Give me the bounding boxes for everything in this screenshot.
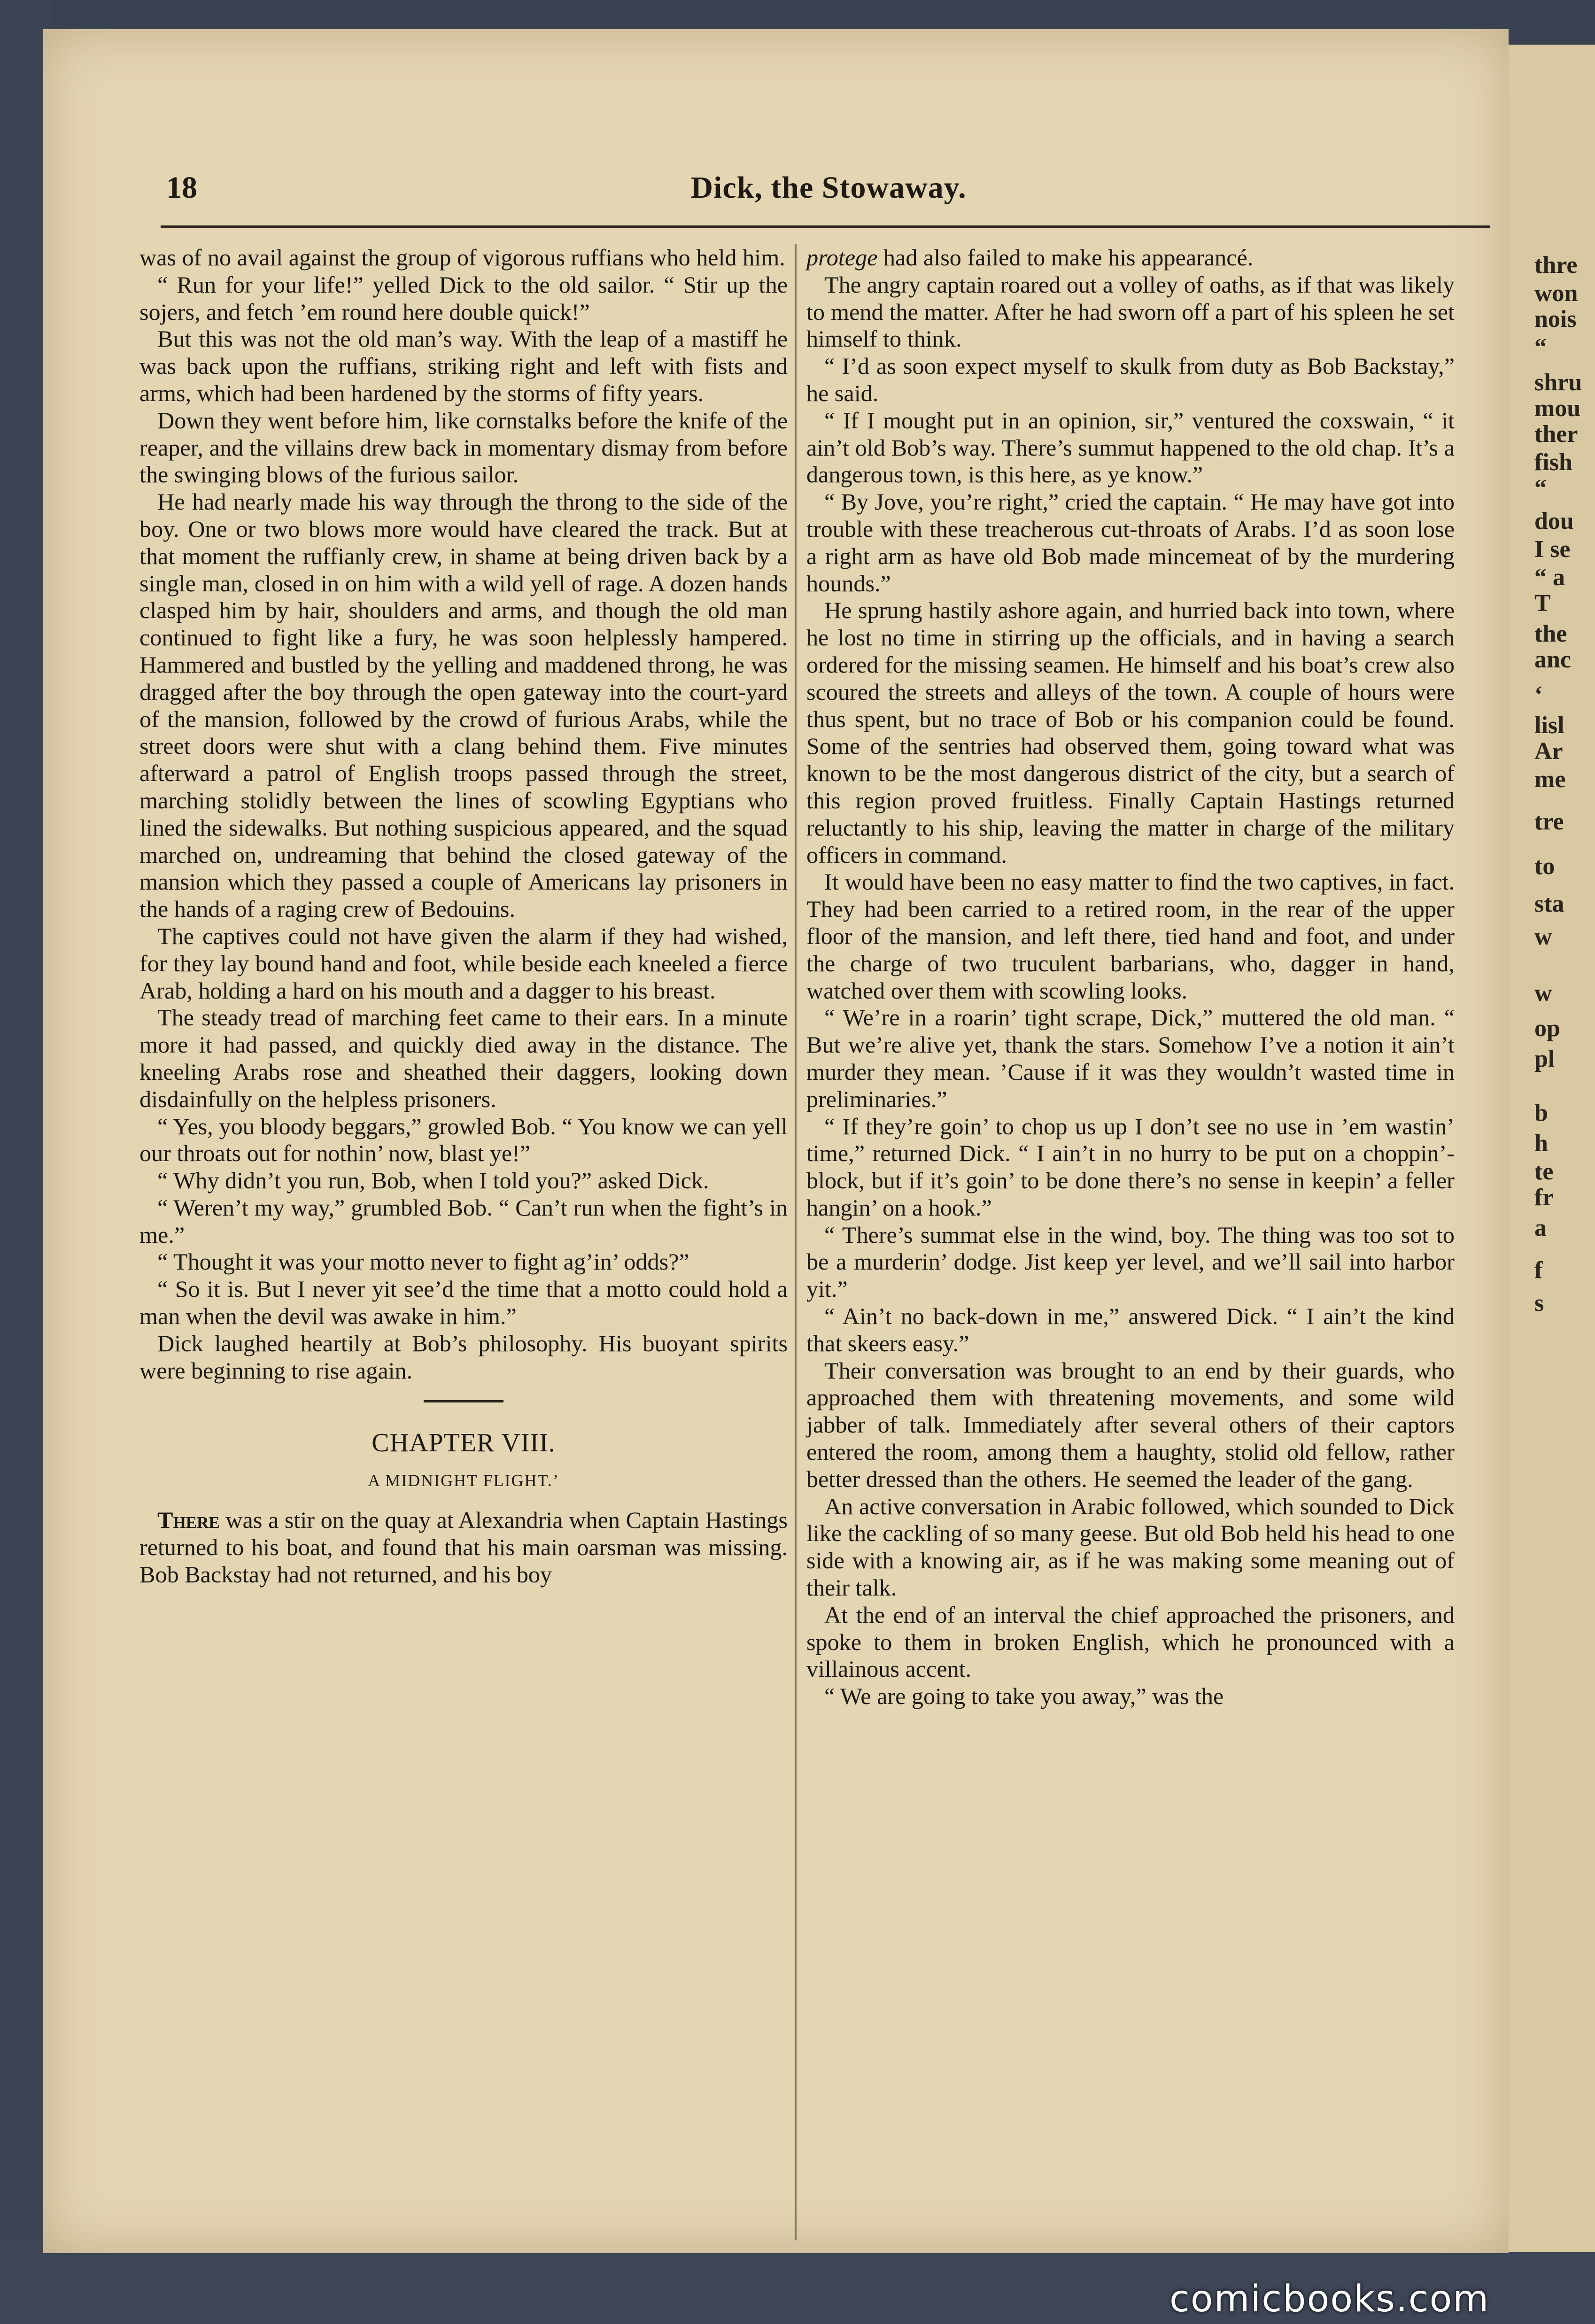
paragraph: But this was not the old man’s way. With the leap of a mastiff he was back upon the ruffians, striking right and left with fists and arms, which had been hardened by the storms of fifty years. xyxy=(139,325,788,406)
paragraph: “ By Jove, you’re right,” cried the captain. “ He may have got into trouble with these treacherous cut-throats of Arabs. I’d as soon lose a right arm as have old Bob made mincemeat of by the murdering hounds.” xyxy=(806,488,1455,596)
adjacent-page-text-fragment: f xyxy=(1534,1257,1543,1284)
adjacent-page-text-fragment: b xyxy=(1534,1100,1548,1126)
adjacent-page-text-fragment: te xyxy=(1534,1158,1554,1185)
adjacent-page-text-fragment: won xyxy=(1534,280,1578,307)
paragraph: “ We’re in a roarin’ tight scrape, Dick,” muttered the old man. “ But we’re alive yet, thank the stars. Somehow I’ve a notion it ain’t murder they mean. ’Cause if it was they wouldn’t wasted time in preliminaries.” xyxy=(806,1004,1455,1112)
paragraph: “ Why didn’t you run, Bob, when I told you?” asked Dick. xyxy=(157,1167,709,1194)
adjacent-page-text-fragment: h xyxy=(1534,1130,1548,1157)
adjacent-page-text-fragment: ther xyxy=(1534,421,1578,448)
adjacent-page-text-fragment: I se xyxy=(1534,536,1571,563)
paragraph xyxy=(806,244,1455,271)
paragraph: “ If they’re goin’ to chop us up I don’t see no use in ’em wastin’ time,” returned Dick. “ I ain’t in no hurry to be put on a choppin’-block, but if it’s goin’ to be done there’s no sense in keepin’ a feller hangin’ on a hook.” xyxy=(806,1113,1455,1221)
book-page xyxy=(43,29,1509,2253)
adjacent-page-text-fragment: “ xyxy=(1534,475,1547,502)
adjacent-page-text-fragment: ‘ xyxy=(1534,682,1543,708)
paragraph: “ So it is. But I never yit see’d the time that a motto could hold a man when the devil was awake in him.” xyxy=(139,1276,788,1330)
paragraph: was of no avail against the group of vigorous ruffians who held him. xyxy=(139,244,785,271)
page-header xyxy=(166,170,1491,217)
chapter-subtitle: A MIDNIGHT FLIGHT.’ xyxy=(368,1471,559,1490)
paragraph: An active conversation in Arabic followed, which sounded to Dick like the cackling of so many geese. But old Bob held his head to one side with a knowing air, as if he was making some meaning out of their talk. xyxy=(806,1493,1455,1601)
page-number: 18 xyxy=(166,170,197,205)
adjacent-page-text-fragment: lisl xyxy=(1534,712,1564,739)
paragraph: At the end of an interval the chief approached the prisoners, and spoke to them in broken English, which he pronounced with a villainous accent. xyxy=(806,1601,1455,1682)
running-title: Dick, the Stowaway. xyxy=(690,170,967,205)
paragraph: The captives could not have given the alarm if they had wished, for they lay bound hand and foot, while beside each kneeled a fierce Arab, holding a hard on his mouth and a dagger to his breast. xyxy=(139,922,788,1004)
opening-text: was a stir on the quay at Alexandria when Captain Hastings returned to his boat, and found that his main oarsman was missing. Bob Backstay had not returned, and his boy xyxy=(139,1507,788,1588)
chapter-title: CHAPTER VIII. xyxy=(372,1428,556,1458)
adjacent-page-text-fragment: mou xyxy=(1534,395,1581,422)
adjacent-page-text-fragment: “ a xyxy=(1534,564,1565,591)
adjacent-page-text-fragment: a xyxy=(1534,1215,1547,1241)
paragraph: “ Weren’t my way,” grumbled Bob. “ Can’t run when the fight’s in me.” xyxy=(139,1194,788,1248)
paragraph: Down they went before him, like cornstalks before the knife of the reaper, and the villains drew back in momentary dismay from before the swinging blows of the furious sailor. xyxy=(139,407,788,488)
adjacent-page-text-fragment: fr xyxy=(1534,1184,1554,1211)
paragraph: He had nearly made his way through the throng to the side of the boy. One or two blows more would have cleared the track. But at that moment the ruffianly crew, in shame at being driven back by a single man, closed in on him with a wild yell of rage. A dozen hands clasped him by hair, shoulders and arms, and though the old man continued to fight like a fury, he was soon helplessly hampered. Hammered and bustled by the yelling and maddened throng, he was dragged after the boy through the open gateway into the court-yard of the mansion, followed by the crowd of furious Arabs, while the street doors were shut with a clang behind them. Five minutes afterward a patrol of English troops passed through the street, marching stolidly between the lines of scowling Egyptians who lined the sidewalks. But nothing suspicious appeared, and the squad marched on, undreaming that behind the closed gateway of the mansion which they passed a couple of Americans lay prisoners in the hands of a raging crew of Bedouins. xyxy=(139,488,788,922)
paragraph: “ There’s summat else in the wind, boy. The thing was too sot to be a murderin’ dodge. Jist keep yer level, and we’ll sail into harbor yit.” xyxy=(806,1221,1455,1302)
adjacent-page-text-fragment: shru xyxy=(1534,369,1582,396)
chapter-divider xyxy=(424,1400,503,1402)
watermark: comicbooks.com xyxy=(1169,2278,1490,2320)
paragraph: “ If I mought put in an opinion, sir,” ventured the coxswain, “ it ain’t old Bob’s way. There’s summut happened to the old chap. It’s a dangerous town, is this here, as ye know.” xyxy=(806,407,1455,488)
adjacent-page-text-fragment: s xyxy=(1534,1290,1544,1317)
opening-word: There xyxy=(157,1507,220,1534)
column-divider xyxy=(795,244,797,2240)
header-rule xyxy=(161,225,1490,228)
paragraph: The steady tread of marching feet came to their ears. In a minute more it had passed, and quickly died away in the distance. The kneeling Arabs rose and sheathed their daggers, looking down disdainfully on the helpless prisoners. xyxy=(139,1004,788,1112)
paragraph: “ Yes, you bloody beggars,” growled Bob. “ You know we can yell our throats out for nothin’ now, blast ye!” xyxy=(139,1113,788,1167)
paragraph: “ I’d as soon expect myself to skulk from duty as Bob Backstay,” he said. xyxy=(806,353,1455,406)
paragraph-text: had also failed to make his appearancé. xyxy=(877,244,1254,271)
paragraph: It would have been no easy matter to find the two captives, in fact. They had been carried to a retired room, in the rear of the upper floor of the mansion, and left there, tied hand and foot, and under the charge of two truculent barbarians, who, dagger in hand, watched over them with scowling looks. xyxy=(806,868,1455,1004)
adjacent-page-text-fragment: “ xyxy=(1534,334,1547,361)
adjacent-page-text-fragment: the xyxy=(1534,620,1567,647)
adjacent-page-text-fragment: w xyxy=(1534,980,1552,1007)
adjacent-page-text-fragment: me xyxy=(1534,766,1566,793)
adjacent-page-text-fragment: fish xyxy=(1534,449,1572,476)
paragraph: “ We are going to take you away,” was the xyxy=(824,1683,1224,1710)
italic-word: protege xyxy=(806,244,878,271)
left-column xyxy=(139,244,788,1588)
adjacent-page-text-fragment: thre xyxy=(1534,252,1578,279)
adjacent-page-text-fragment: T xyxy=(1534,590,1551,617)
paragraph: “ Run for your life!” yelled Dick to the old sailor. “ Stir up the sojers, and fetch ’em round here double quick!” xyxy=(139,271,788,325)
adjacent-page-text-fragment: to xyxy=(1534,853,1555,880)
paragraph: The angry captain roared out a volley of oaths, as if that was likely to mend the matter. After he had sworn off a part of his spleen he set himself to think. xyxy=(806,271,1455,352)
adjacent-page-text-fragment: w xyxy=(1534,923,1552,950)
adjacent-page-text-fragment: dou xyxy=(1534,508,1574,535)
paragraph: Dick laughed heartily at Bob’s philosophy. His buoyant spirits were beginning to rise again. xyxy=(139,1330,788,1384)
adjacent-page-text-fragment: sta xyxy=(1534,891,1564,917)
right-column xyxy=(806,244,1455,1710)
adjacent-page-edge xyxy=(1505,45,1595,2252)
adjacent-page-text-fragment: tre xyxy=(1534,808,1564,835)
adjacent-page-text-fragment: Ar xyxy=(1534,738,1563,765)
paragraph: Their conversation was brought to an end by their guards, who approached them with threatening movements, and some wild jabber of talk. Immediately after several others of their captors entered the room, among them a haughty, stolid old fellow, rather better dressed than the others. He seemed the leader of the gang. xyxy=(806,1357,1455,1492)
chapter-opening-paragraph xyxy=(139,1507,788,1588)
paragraph: “ Thought it was your motto never to fight ag’in’ odds?” xyxy=(157,1248,689,1275)
paragraph: He sprung hastily ashore again, and hurried back into town, where he lost no time in stirring up the officials, and in having a search ordered for the missing seamen. He himself and his boat’s crew also scoured the streets and alleys of the town. A couple of hours were thus spent, but no trace of Bob or his companion could be found. Some of the sentries had observed them, going toward what was known to be the most dangerous district of the city, but a search of this region proved fruitless. Finally Captain Hastings returned reluctantly to his ship, leaving the matter in charge of the military officers in command. xyxy=(806,597,1455,868)
adjacent-page-text-fragment: anc xyxy=(1534,646,1571,673)
adjacent-page-text-fragment: nois xyxy=(1534,306,1577,333)
adjacent-page-text-fragment: op xyxy=(1534,1015,1560,1042)
paragraph: “ Ain’t no back-down in me,” answered Dick. “ I ain’t the kind that skeers easy.” xyxy=(806,1303,1455,1356)
adjacent-page-text-fragment: pl xyxy=(1534,1046,1555,1072)
